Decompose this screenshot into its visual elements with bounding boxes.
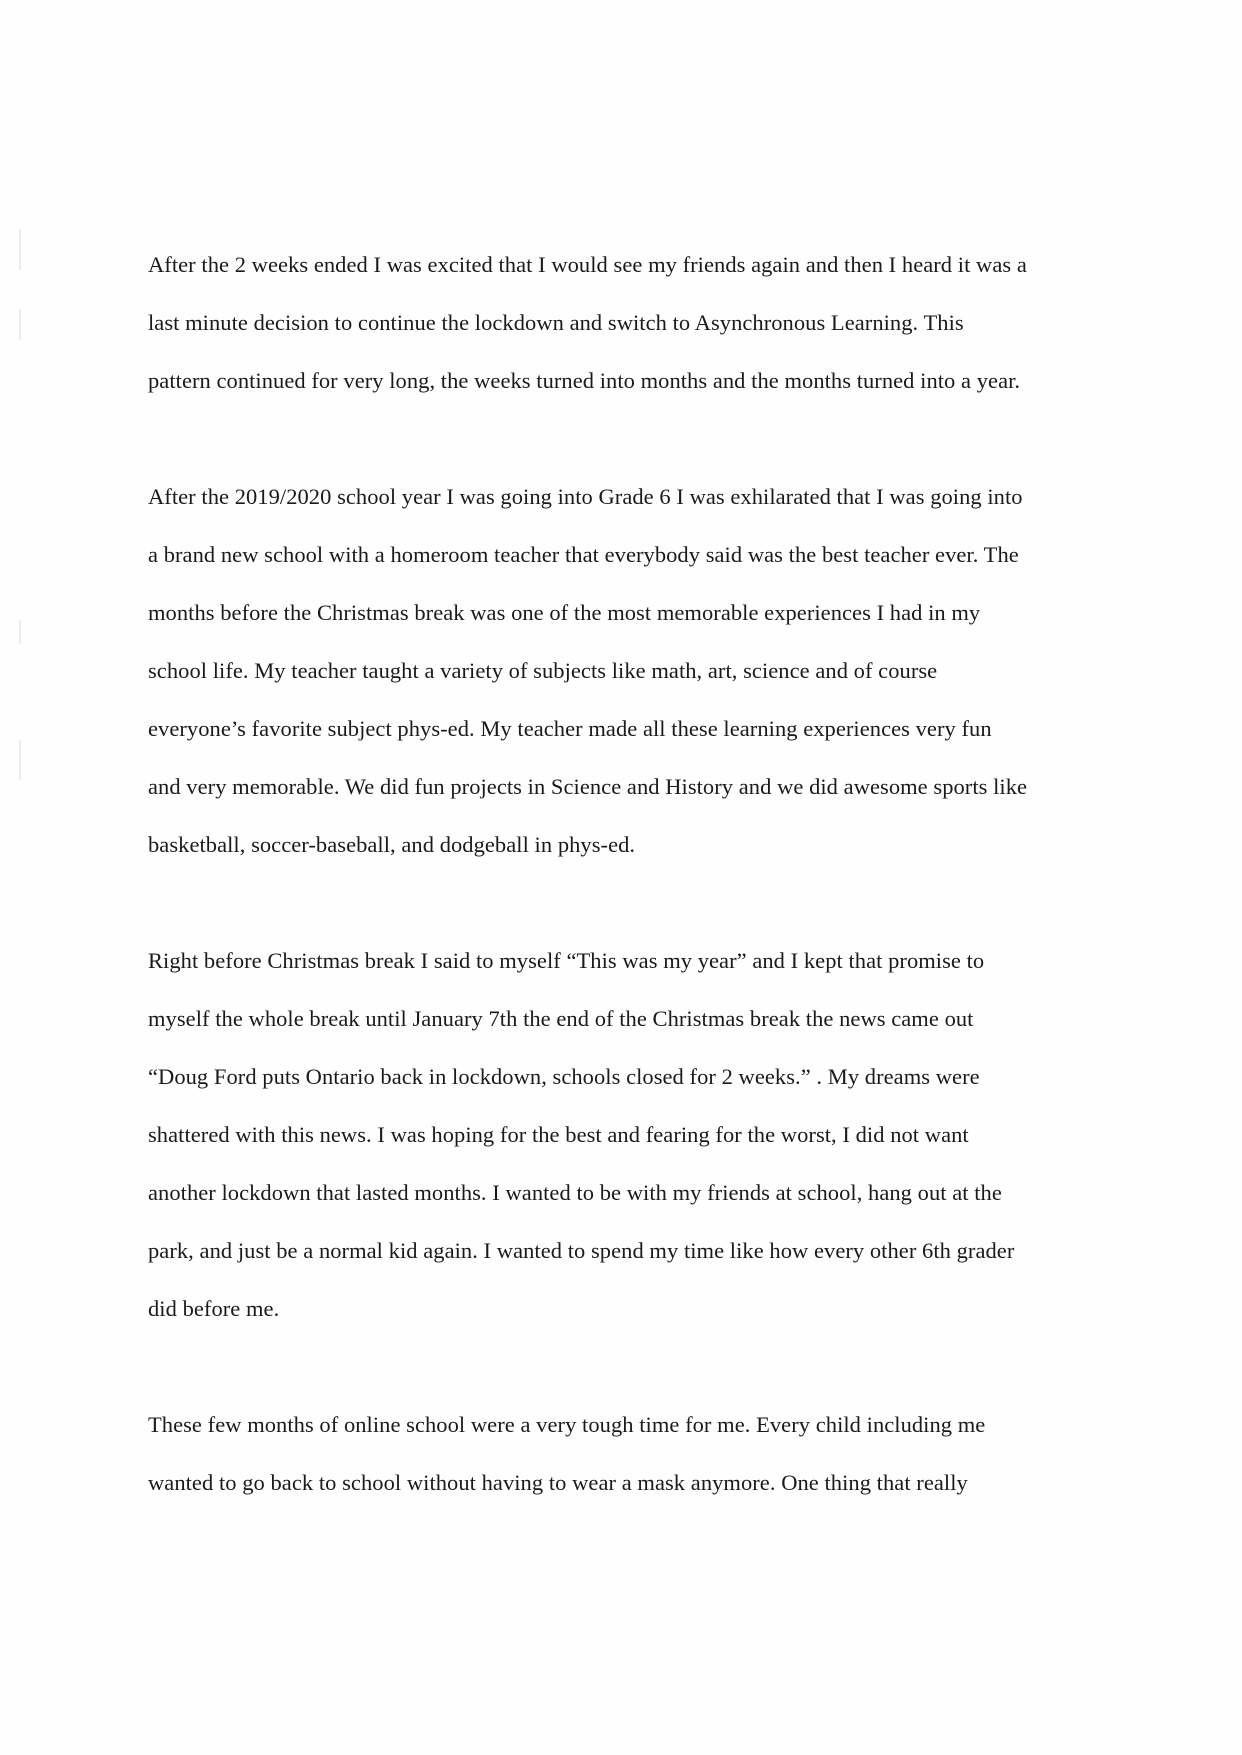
text-line: myself the whole break until January 7th the end of the Christmas break the news came out [148,1006,974,1031]
text-line: did before me. [148,1296,280,1321]
text-line: basketball, soccer-baseball, and dodgeball in phys-ed. [148,832,636,857]
scan-margin-marks [14,220,28,820]
scan-mark [19,310,21,340]
text-line: everyone’s favorite subject phys-ed. My teacher made all these learning experiences very fun [148,716,992,741]
text-line: “Doug Ford puts Ontario back in lockdown, schools closed for 2 weeks.” . My dreams were [148,1064,980,1089]
text-line: After the 2 weeks ended I was excited that I would see my friends again and then I heard it was a [148,252,1027,277]
paragraph-3 [148,932,1128,1338]
text-line: and very memorable. We did fun projects in Science and History and we did awesome sports like [148,774,1028,799]
text-line: months before the Christmas break was one of the most memorable experiences I had in my [148,600,981,625]
paragraph-2 [148,468,1128,874]
text-line: a brand new school with a homeroom teacher that everybody said was the best teacher ever. The [148,542,1019,567]
text-line: shattered with this news. I was hoping for the best and fearing for the worst, I did not want [148,1122,969,1147]
text-line: wanted to go back to school without having to wear a mask anymore. One thing that really [148,1470,968,1495]
scan-mark [19,230,21,270]
text-line: After the 2019/2020 school year I was going into Grade 6 I was exhilarated that I was going into [148,484,1023,509]
text-line: These few months of online school were a very tough time for me. Every child including me [148,1412,986,1437]
document-body [148,236,1128,1512]
text-line: last minute decision to continue the lockdown and switch to Asynchronous Learning. This [148,310,964,335]
paragraph-1 [148,236,1128,410]
text-line: another lockdown that lasted months. I wanted to be with my friends at school, hang out at the [148,1180,1002,1205]
text-line: park, and just be a normal kid again. I wanted to spend my time like how every other 6th grader [148,1238,1015,1263]
text-line: pattern continued for very long, the weeks turned into months and the months turned into a year. [148,368,1021,393]
paragraph-4 [148,1396,1128,1512]
text-line: school life. My teacher taught a variety of subjects like math, art, science and of course [148,658,938,683]
scan-mark [19,740,21,780]
scan-mark [19,620,21,644]
text-line: Right before Christmas break I said to myself “This was my year” and I kept that promise to [148,948,985,973]
